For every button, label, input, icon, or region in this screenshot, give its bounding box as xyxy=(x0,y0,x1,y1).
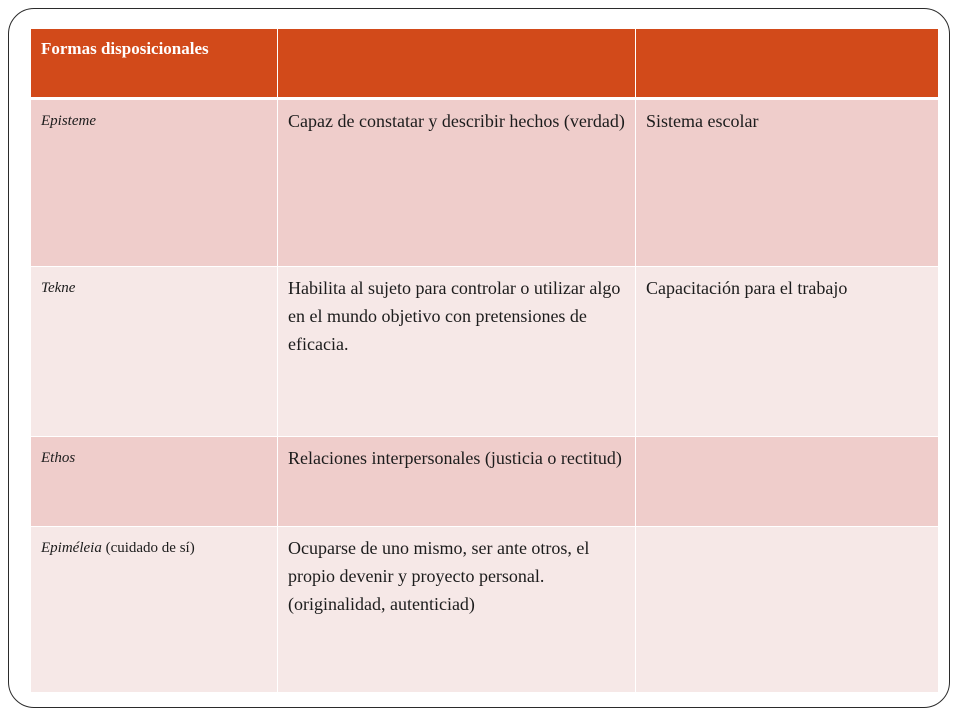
dispositional-forms-table xyxy=(30,28,939,693)
term-label: Epiméleia xyxy=(41,540,102,556)
term-label: Episteme xyxy=(41,113,96,129)
description-cell: Relaciones interpersonales (justicia o rectitud) xyxy=(278,437,636,527)
table-row-epimeleia xyxy=(31,527,939,693)
term-cell xyxy=(31,267,278,437)
table-header-row xyxy=(31,29,939,99)
table-row-episteme xyxy=(31,99,939,267)
context-cell: Capacitación para el trabajo xyxy=(636,267,939,437)
term-label: Ethos xyxy=(41,450,76,466)
header-cell-forms: Formas disposicionales xyxy=(31,29,278,99)
description-cell: Ocuparse de uno mismo, ser ante otros, el propio devenir y proyecto personal. (originalidad, autenticiad) xyxy=(278,527,636,693)
context-cell: Sistema escolar xyxy=(636,99,939,267)
header-cell-2 xyxy=(278,29,636,99)
context-cell xyxy=(636,527,939,693)
term-cell xyxy=(31,437,278,527)
header-cell-3 xyxy=(636,29,939,99)
term-label: Tekne xyxy=(41,280,76,296)
context-cell xyxy=(636,437,939,527)
table-row-ethos xyxy=(31,437,939,527)
term-cell xyxy=(31,99,278,267)
description-cell: Habilita al sujeto para controlar o utilizar algo en el mundo objetivo con pretensiones de eficacia. xyxy=(278,267,636,437)
table-row-tekne xyxy=(31,267,939,437)
term-cell: Epiméleia (cuidado de sí) xyxy=(31,527,278,693)
description-cell: Capaz de constatar y describir hechos (verdad) xyxy=(278,99,636,267)
